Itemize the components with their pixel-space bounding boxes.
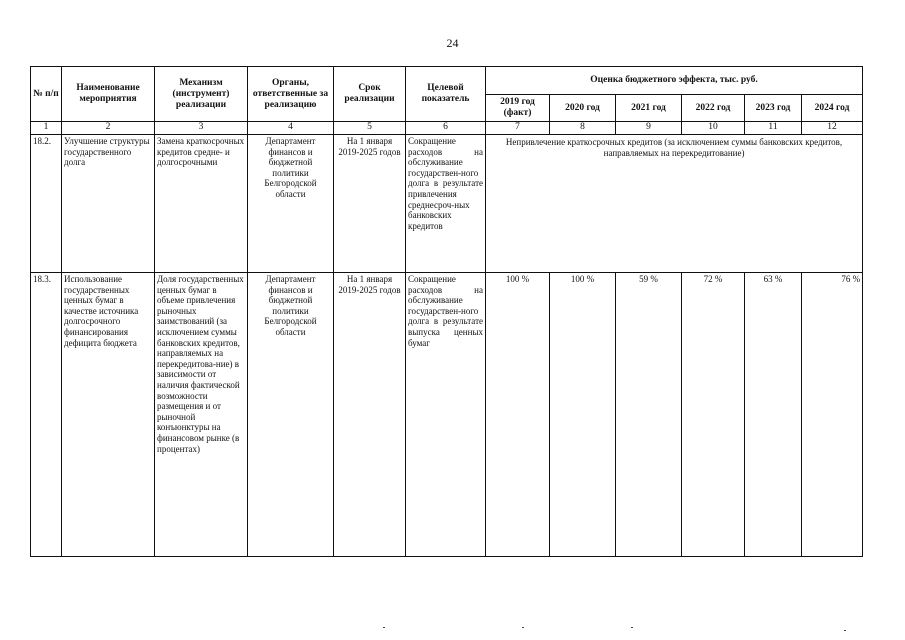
row-organs: Департамент финансов и бюджетной политики Белгородской области	[248, 135, 334, 273]
scan-speck	[383, 627, 385, 628]
header-name: Наименование мероприятия	[62, 67, 155, 122]
header-organs: Органы, ответственные за реализацию	[248, 67, 334, 122]
row-effect-text: Непривлечение краткосрочных кредитов (за исключением суммы банковских кредитов, направляемых на перекредитование)	[486, 135, 863, 273]
row-target: Сокращение расходов на обслуживание государствен-ного долга в результате привлечения среднесроч-ных банковских кредитов	[406, 135, 486, 273]
budget-effect-table	[30, 66, 863, 557]
header-term: Срок реализации	[334, 67, 406, 122]
column-numbers-row	[31, 122, 863, 135]
col-number: 10	[682, 122, 745, 135]
header-year-2020: 2020 год	[550, 95, 616, 122]
header-target: Целевой показатель	[406, 67, 486, 122]
header-effect: Оценка бюджетного эффекта, тыс. руб.	[486, 67, 863, 95]
header-mechanism: Механизм (инструмент) реализации	[155, 67, 248, 122]
row-value-2022: 72 %	[682, 273, 745, 557]
row-term: На 1 января 2019-2025 годов	[334, 135, 406, 273]
table-row	[31, 273, 863, 557]
col-number: 2	[62, 122, 155, 135]
scan-speck	[844, 630, 846, 631]
header-num: № п/п	[31, 67, 62, 122]
table-row	[31, 135, 863, 273]
col-number: 6	[406, 122, 486, 135]
header-year-2022: 2022 год	[682, 95, 745, 122]
header-year-2023: 2023 год	[745, 95, 802, 122]
col-number: 3	[155, 122, 248, 135]
header-year-2019: 2019 год (факт)	[486, 95, 550, 122]
row-value-2024: 76 %	[802, 273, 863, 557]
row-term: На 1 января 2019-2025 годов	[334, 273, 406, 557]
row-target: Сокращение расходов на обслуживание государствен-ного долга в результате выпуска ценных бумаг	[406, 273, 486, 557]
col-number: 11	[745, 122, 802, 135]
col-number: 12	[802, 122, 863, 135]
page-number: 24	[446, 36, 459, 50]
row-name: Улучшение структуры государственного долга	[62, 135, 155, 273]
row-value-2021: 59 %	[616, 273, 682, 557]
row-num: 18.2.	[31, 135, 62, 273]
col-number: 1	[31, 122, 62, 135]
row-mechanism: Доля государственных ценных бумаг в объеме привлечения рыночных заимствований (за исключением суммы банковских кредитов, направляемых на перекредитова-ние) в зависимости от наличия фактической возможности размещения и от рыночной конъюнктуры на финансовом рынке (в процентах)	[155, 273, 248, 557]
row-num: 18.3.	[31, 273, 62, 557]
row-value-2019: 100 %	[486, 273, 550, 557]
col-number: 4	[248, 122, 334, 135]
row-organs: Департамент финансов и бюджетной политики Белгородской области	[248, 273, 334, 557]
scan-speck	[522, 627, 524, 628]
header-year-2024: 2024 год	[802, 95, 863, 122]
col-number: 7	[486, 122, 550, 135]
row-value-2023: 63 %	[745, 273, 802, 557]
scan-speck	[631, 627, 633, 628]
col-number: 5	[334, 122, 406, 135]
header-year-2021: 2021 год	[616, 95, 682, 122]
row-value-2020: 100 %	[550, 273, 616, 557]
row-mechanism: Замена краткосрочных кредитов средне- и долгосрочными	[155, 135, 248, 273]
row-name: Использование государственных ценных бумаг в качестве источника долгосрочного финансирования дефицита бюджета	[62, 273, 155, 557]
col-number: 8	[550, 122, 616, 135]
col-number: 9	[616, 122, 682, 135]
